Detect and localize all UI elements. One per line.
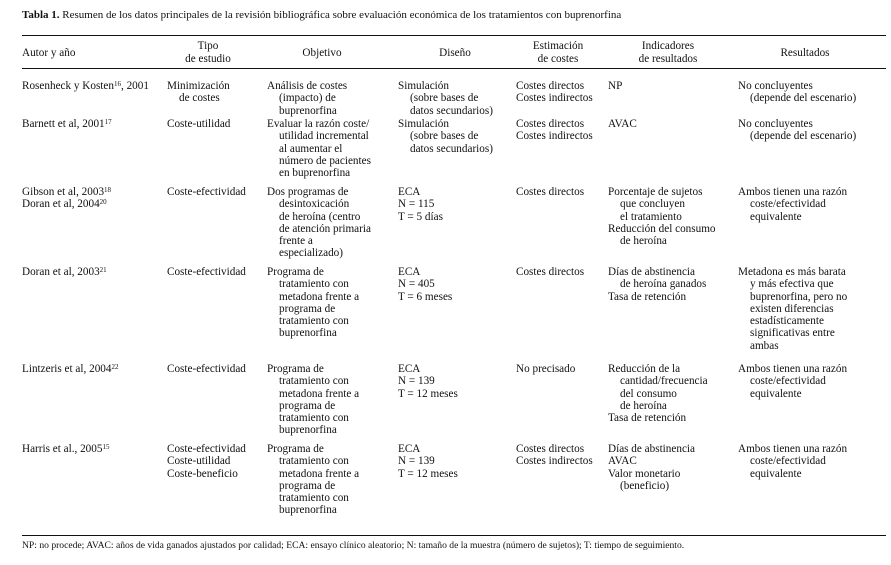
cell-line: buprenorfina, pero no (750, 290, 848, 303)
header-diseno (396, 47, 514, 60)
cell-line: Evaluar la razón coste/ (267, 118, 370, 130)
cell-diseno (398, 266, 452, 303)
cell-objetivo (267, 118, 371, 179)
cell-line: No precisado (516, 363, 576, 375)
cell-resultados (738, 266, 847, 352)
author-year: , 2001 (120, 80, 149, 92)
cell-line: Costes directos (516, 80, 585, 92)
cell-line: ECA (398, 266, 421, 278)
cell-line: utilidad incremental (279, 130, 369, 143)
cell-line: Coste-efectividad (167, 363, 246, 375)
author-entry (22, 443, 109, 455)
cell-line: T = 5 días (398, 210, 443, 223)
header-estimacion (510, 40, 606, 65)
cell-tipo (167, 363, 246, 375)
cell-indicadores (608, 266, 706, 303)
cell-autor (22, 266, 107, 278)
cell-line: ECA (398, 363, 421, 375)
top-rule (22, 35, 886, 36)
cell-line: T = 6 meses (398, 290, 453, 303)
cell-indicadores (608, 443, 695, 492)
cell-line: Costes indirectos (516, 455, 593, 468)
cell-line: que concluyen (620, 198, 685, 211)
cell-objetivo (267, 186, 371, 260)
cell-estimacion (516, 363, 575, 375)
cell-tipo (167, 186, 246, 198)
cell-resultados (738, 363, 847, 400)
author-name: Harris et al., 2005 (22, 443, 103, 455)
cell-diseno (398, 80, 493, 117)
cell-objetivo (267, 363, 359, 437)
cell-line: metadona frente a (279, 290, 360, 303)
cell-line: Simulación (398, 80, 449, 92)
cell-line: NP (608, 80, 623, 92)
author-name: Barnett et al, 2001 (22, 118, 105, 130)
cell-line: coste/efectividad (750, 455, 826, 468)
cell-tipo (167, 443, 246, 480)
cell-line: (depende del escenario) (750, 92, 857, 105)
author-entry (22, 118, 112, 130)
cell-line: Coste-beneficio (167, 467, 238, 480)
header-tipo (160, 40, 256, 65)
cell-line: Valor monetario (608, 467, 681, 480)
cell-diseno (398, 186, 443, 223)
cell-line: Tasa de retención (608, 290, 687, 303)
bottom-rule (22, 535, 886, 536)
cell-line: ambas (750, 339, 779, 352)
cell-line: en buprenorfina (279, 167, 351, 180)
cell-indicadores (608, 118, 637, 130)
cell-line: estadísticamente (750, 315, 824, 328)
cell-line: N = 405 (398, 278, 435, 291)
cell-indicadores (608, 363, 708, 424)
cell-line: metadona frente a (279, 387, 360, 400)
cell-line: al aumentar el (279, 142, 343, 155)
cell-line: de heroína (centro (279, 210, 361, 223)
cell-autor (22, 80, 149, 92)
cell-line: ECA (398, 443, 421, 455)
cell-objetivo (267, 80, 347, 117)
cell-line: Días de abstinencia (608, 266, 695, 278)
author-entry (22, 198, 111, 210)
cell-line: T = 12 meses (398, 467, 458, 480)
cell-resultados (738, 186, 847, 223)
cell-line: de heroína ganados (620, 278, 707, 291)
header-line: Tipo (197, 40, 219, 52)
cell-line: No concluyentes (738, 80, 813, 92)
header-line: Autor y año (22, 47, 76, 59)
cell-line: programa de (279, 479, 336, 492)
reference-number: 21 (99, 266, 107, 274)
header-line: Objetivo (302, 47, 342, 59)
cell-indicadores (608, 80, 622, 92)
cell-line: Coste-utilidad (167, 118, 231, 130)
cell-line: del consumo (620, 387, 677, 400)
header-line: de estudio (185, 52, 231, 65)
author-entry (22, 80, 149, 92)
header-line: de resultados (638, 52, 698, 65)
cell-line: tratamiento con (279, 315, 349, 328)
cell-tipo (167, 118, 230, 130)
cell-resultados (738, 118, 856, 143)
cell-diseno (398, 443, 458, 480)
cell-objetivo (267, 443, 359, 517)
author-entry (22, 266, 107, 278)
cell-line: Tasa de retención (608, 412, 687, 425)
table-caption (22, 9, 621, 21)
cell-line: programa de (279, 302, 336, 315)
cell-line: el tratamiento (620, 210, 682, 223)
cell-line: y más efectiva que (750, 278, 834, 291)
cell-line: tratamiento con (279, 492, 349, 505)
author-entry (22, 186, 111, 198)
cell-line: significativas entre (750, 327, 835, 340)
cell-line: Minimización (167, 80, 230, 92)
cell-line: Costes indirectos (516, 130, 593, 143)
cell-line: Simulación (398, 118, 449, 130)
cell-line: (sobre bases de (410, 92, 479, 105)
author-name: Rosenheck y Kosten (22, 80, 114, 92)
cell-line: metadona frente a (279, 467, 360, 480)
cell-line: Costes directos (516, 266, 585, 278)
cell-estimacion (516, 186, 584, 198)
cell-line: Ambos tienen una razón (738, 186, 848, 198)
cell-diseno (398, 118, 493, 155)
cell-line: coste/efectividad (750, 198, 826, 211)
cell-line: ECA (398, 186, 421, 198)
cell-resultados (738, 80, 856, 105)
cell-line: tratamiento con (279, 375, 349, 388)
cell-line: de heroína (620, 235, 667, 248)
cell-diseno (398, 363, 458, 400)
cell-objetivo (267, 266, 359, 340)
cell-indicadores (608, 186, 716, 247)
table-footnote: NP: no procede; AVAC: años de vida ganados ajustados por calidad; ECA: ensayo clínico aleatorio; N: tamaño de la muestra (número de sujetos); T: tiempo de seguimiento. (22, 540, 685, 551)
cell-line: Coste-efectividad (167, 443, 246, 455)
cell-line: Días de abstinencia (608, 443, 695, 455)
cell-estimacion (516, 266, 584, 278)
author-name: Lintzeris et al, 2004 (22, 363, 112, 375)
cell-line: cantidad/frecuencia (620, 375, 708, 388)
cell-line: AVAC (608, 118, 637, 130)
cell-line: (beneficio) (620, 479, 670, 492)
cell-line: Coste-efectividad (167, 186, 246, 198)
cell-line: tratamiento con (279, 412, 349, 425)
cell-line: coste/efectividad (750, 375, 826, 388)
cell-line: (impacto) de (279, 92, 336, 105)
cell-line: desintoxicación (279, 198, 350, 211)
cell-line: Costes indirectos (516, 92, 593, 105)
author-entry (22, 363, 118, 375)
cell-line: Dos programas de (267, 186, 349, 198)
cell-line: de costes (179, 92, 220, 105)
cell-line: Programa de (267, 266, 324, 278)
cell-estimacion (516, 80, 593, 105)
cell-autor (22, 363, 118, 375)
cell-line: Porcentaje de sujetos (608, 186, 703, 198)
cell-line: buprenorfina (279, 104, 337, 117)
cell-line: buprenorfina (279, 327, 337, 340)
cell-estimacion (516, 118, 593, 143)
cell-line: Programa de (267, 443, 324, 455)
author-name: Doran et al, 2004 (22, 198, 100, 211)
cell-line: (sobre bases de (410, 130, 479, 143)
cell-line: Coste-efectividad (167, 266, 246, 278)
cell-line: No concluyentes (738, 118, 813, 130)
cell-resultados (738, 443, 847, 480)
cell-line: AVAC (608, 455, 637, 468)
cell-line: frente a (279, 235, 313, 248)
header-resultados (738, 47, 872, 60)
cell-tipo (167, 266, 246, 278)
cell-line: de atención primaria (279, 222, 371, 235)
cell-line: N = 139 (398, 455, 435, 468)
reference-number: 18 (104, 186, 112, 194)
cell-autor (22, 118, 112, 130)
cell-line: N = 139 (398, 375, 435, 388)
header-rule (22, 68, 886, 69)
cell-line: datos secundarios) (410, 104, 493, 117)
header-objetivo (262, 47, 382, 60)
cell-line: Costes directos (516, 443, 585, 455)
cell-line: N = 115 (398, 198, 435, 211)
reference-number: 15 (102, 443, 110, 451)
cell-line: tratamiento con (279, 455, 349, 468)
cell-line: Ambos tienen una razón (738, 443, 848, 455)
cell-line: equivalente (750, 387, 802, 400)
header-autor (22, 47, 142, 60)
cell-line: especializado) (279, 247, 343, 260)
cell-line: Reducción de la (608, 363, 681, 375)
cell-autor (22, 186, 111, 211)
author-name: Gibson et al, 2003 (22, 186, 105, 198)
header-line: Resultados (780, 47, 830, 59)
reference-number: 22 (111, 363, 119, 371)
cell-line: T = 12 meses (398, 387, 458, 400)
reference-number: 20 (99, 198, 107, 207)
reference-number: 17 (104, 118, 112, 126)
cell-line: equivalente (750, 210, 802, 223)
header-line: Diseño (439, 47, 471, 59)
cell-line: datos secundarios) (410, 142, 493, 155)
cell-line: (depende del escenario) (750, 130, 857, 143)
cell-line: programa de (279, 399, 336, 412)
cell-line: Análisis de costes (267, 80, 348, 92)
header-indicadores (606, 40, 730, 65)
header-line: Estimación (532, 40, 584, 52)
header-line: de costes (537, 52, 579, 65)
author-name: Doran et al, 2003 (22, 266, 100, 278)
cell-line: Costes directos (516, 118, 585, 130)
cell-line: Programa de (267, 363, 324, 375)
cell-line: tratamiento con (279, 278, 349, 291)
cell-tipo (167, 80, 230, 105)
cell-line: Reducción del consumo (608, 222, 716, 235)
cell-line: equivalente (750, 467, 802, 480)
reference-number: 16 (113, 80, 121, 88)
cell-line: Metadona es más barata (738, 266, 846, 278)
cell-line: buprenorfina (279, 504, 337, 517)
cell-line: Ambos tienen una razón (738, 363, 848, 375)
cell-autor (22, 443, 109, 455)
cell-line: Coste-utilidad (167, 455, 231, 468)
cell-line: número de pacientes (279, 154, 371, 167)
cell-line: buprenorfina (279, 424, 337, 437)
header-line: Indicadores (641, 40, 695, 52)
cell-estimacion (516, 443, 593, 468)
cell-line: de heroína (620, 399, 667, 412)
table-label: Tabla 1. (22, 9, 60, 21)
cell-line: Costes directos (516, 186, 585, 198)
cell-line: existen diferencias (750, 302, 834, 315)
table-title: Resumen de los datos principales de la revisión bibliográfica sobre evaluación económica de los tratamientos con buprenorfina (62, 9, 622, 21)
